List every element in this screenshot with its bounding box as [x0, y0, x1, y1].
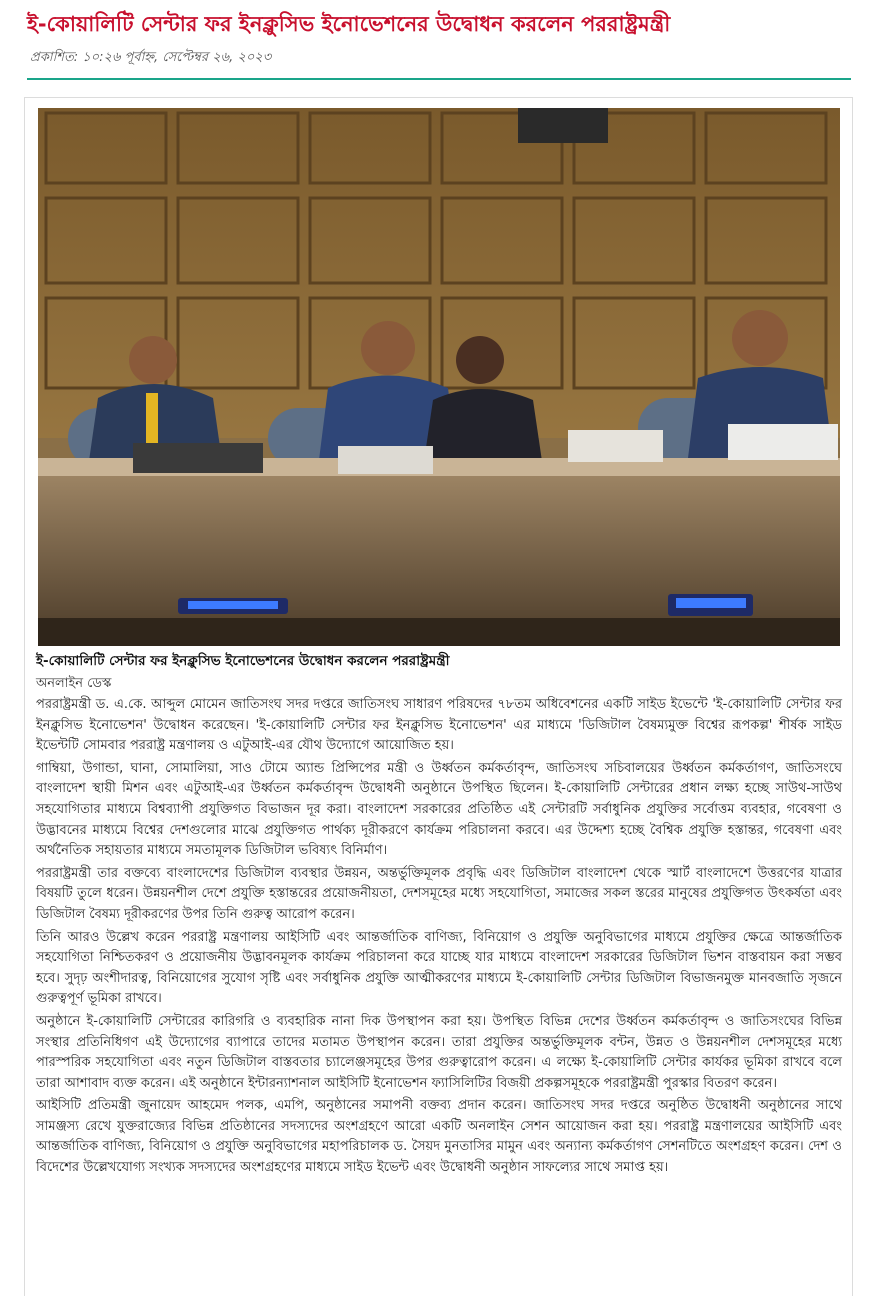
article-body [36, 695, 842, 1181]
paragraph: পররাষ্ট্রমন্ত্রী ড. এ.কে. আব্দুল মোমেন জাতিসংঘ সদর দপ্তরে জাতিসংঘ সাধারণ পরিষদের ৭৮তম অধিবেশনের একটি সাইড ইভেন্টে 'ই-কোয়ালিটি সেন্টার ফর ইনক্লুসিভ ইনোভেশন' উদ্বোধন করেছেন। 'ই-কোয়ালিটি সেন্টার ফর ইনক্লুসিভ ইনোভেশন' এর মাধ্যমে 'ডিজিটাল বৈষম্যমুক্ত বিশ্বের রূপকল্প' শীর্ষক সাইড ইভেন্টটি সোমবার পররাষ্ট্র মন্ত্রণালয় ও এটুআই-এর যৌথ উদ্যোগে আয়োজিত হয়। [36, 697, 842, 754]
header-divider [27, 78, 851, 80]
paragraph: আইসিটি প্রতিমন্ত্রী জুনায়েদ আহমেদ পলক, এমপি, অনুষ্ঠানের সমাপনী বক্তব্য প্রদান করেন। জাতিসংঘ সদর দপ্তরে অনুষ্ঠিত উদ্বোধনী অনুষ্ঠানের সাথে সামঞ্জস্য রেখে যুক্তরাজ্যের বিভিন্ন প্রতিষ্ঠানের সদস্যদের অংশগ্রহণে আরো একটি অনলাইন সেশন আয়োজন করা হয়। পররাষ্ট্র মন্ত্রণালয়ের আইসিটি এবং আন্তর্জাতিক বাণিজ্য, বিনিয়োগ ও প্রযুক্তি অনুবিভাগের মহাপরিচালক ড. সৈয়দ মুনতাসির মামুন এবং অন্যান্য কর্মকর্তাগণ সেশনটিতে অংশগ্রহণ করেন। দেশ ও বিদেশের উল্লেখযোগ্য সংখ্যক সদস্যদের অংশগ্রহণের মাধ্যমে সাইড ইভেন্ট এবং উদ্বোধনী অনুষ্ঠান সাফল্যের সাথে সমাপ্ত হয়। [36, 1098, 842, 1176]
photo-caption: ই-কোয়ালিটি সেন্টার ফর ইনক্লুসিভ ইনোভেশনের উদ্বোধন করলেন পররাষ্ট্রমন্ত্রী [36, 653, 450, 669]
article-card [24, 97, 853, 1296]
paragraph: তিনি আরও উল্লেখ করেন পররাষ্ট্র মন্ত্রণালয় আইসিটি এবং আন্তর্জাতিক বাণিজ্য, বিনিয়োগ ও প্রযুক্তি অনুবিভাগের মাধ্যমে প্রযুক্তির ক্ষেত্রে আন্তর্জাতিক সহযোগিতা নিশ্চিতকরণ ও প্রয়োজনীয় উদ্ভাবনমূলক কার্যক্রম পরিচালনা করে যাচ্ছে যার মাধ্যমে বাংলাদেশ সরকারের ডিজিটাল ভিশন বাস্তবায়ন করা সম্ভব হবে। সুদৃঢ় অংশীদারত্ব, বিনিয়োগের সুযোগ সৃষ্টি এবং সর্বাধুনিক প্রযুক্তি আত্মীকরণের মাধ্যমে ই-কোয়ালিটি সেন্টার ডিজিটাল বিভাজনমুক্ত মানবজাতি সৃজনে গুরুত্বপূর্ণ ভূমিকা রাখবে। [36, 929, 842, 1007]
paragraph: পররাষ্ট্রমন্ত্রী তার বক্তব্যে বাংলাদেশের ডিজিটাল ব্যবস্থার উন্নয়ন, অন্তর্ভুক্তিমূলক প্রবৃদ্ধি এবং ডিজিটাল বাংলাদেশ থেকে স্মার্ট বাংলাদেশে উত্তরণের যাত্রার বিষয়টি তুলে ধরেন। উন্নয়নশীল দেশে প্রযুক্তি হস্তান্তরের প্রয়োজনীয়তা, দেশসমূহের মধ্যে সহযোগিতা, সমাজের সকল স্তরের মানুষের প্রযুক্তিগত উৎকর্ষতা এবং ডিজিটাল বৈষম্য দূরীকরণের উপর তিনি গুরুত্ব আরোপ করেন। [36, 865, 842, 922]
desk-byline: অনলাইন ডেস্ক [36, 676, 112, 691]
published-date: প্রকাশিত: ১০:২৬ পূর্বাহ্ন, সেপ্টেম্বর ২৬, ২০২৩ [30, 50, 272, 65]
article-photo [38, 108, 840, 646]
paragraph: গাম্বিয়া, উগান্ডা, ঘানা, সোমালিয়া, সাও টোমে অ্যান্ড প্রিন্সিপের মন্ত্রী ও উর্ধ্বতন কর্মকর্তাবৃন্দ, জাতিসংঘ সচিবালয়ের উর্ধ্বতন কর্মকর্তাগণ, জাতিসংঘে বাংলাদেশ স্থায়ী মিশন এবং এটুআই-এর উর্ধ্বতন কর্মকর্তাবৃন্দ উদ্বোধনী অনুষ্ঠানে উপস্থিত ছিলেন। ই-কোয়ালিটি সেন্টারের প্রধান লক্ষ্য হচ্ছে সাউথ-সাউথ সহযোগিতার মাধ্যমে বিশ্বব্যাপী প্রযুক্তিগত বিভাজন দূর করা। বাংলাদেশ সরকারের প্রতিষ্ঠিত এই সেন্টারটি সর্বাধুনিক প্রযুক্তির সর্বোত্তম ব্যবহার, গবেষণা ও উদ্ভাবনের মাধ্যমে বিশ্বের দেশগুলোর মাঝে প্রযুক্তিগত পার্থক্য দূরীকরণে কার্যক্রম পরিচালনা করবে। এর উদ্দেশ্য হচ্ছে বৈশ্বিক প্রযুক্তি হস্তান্তর, গবেষণা এবং অর্থনৈতিক সহায়তার মাধ্যমে সমতামূলক ডিজিটাল ভবিষ্যৎ বিনির্মাণ। [36, 760, 842, 859]
paragraph: অনুষ্ঠানে ই-কোয়ালিটি সেন্টারের কারিগরি ও ব্যবহারিক নানা দিক উপস্থাপন করা হয়। উপস্থিত বিভিন্ন দেশের উর্ধ্বতন কর্মকর্তাবৃন্দ ও জাতিসংঘের বিভিন্ন সংস্থার প্রতিনিধিগণ এই উদ্যোগের ব্যাপারে তাদের মতামত উপস্থাপন করেন। তারা প্রযুক্তির অন্তর্ভুক্তিমূলক বন্টন, উন্নত ও উন্নয়নশীল দেশসমূহের মধ্যে পারস্পরিক সহযোগিতা এবং নতুন ডিজিটাল বাস্তবতার চ্যালেঞ্জসমূহের উপর গুরুত্বারোপ করেন। এ লক্ষ্যে ই-কোয়ালিটি সেন্টার কার্যকর ভূমিকা রাখবে বলে তারা আশাবাদ ব্যক্ত করেন। এই অনুষ্ঠানে ইন্টারন্যাশনাল আইসিটি ইনোভেশন ফ্যাসিলিটির বিজয়ী প্রকল্পসমূহকে পররাষ্ট্রমন্ত্রী পুরস্কার বিতরণ করেন। [36, 1013, 842, 1091]
article-headline: ই-কোয়ালিটি সেন্টার ফর ইনক্লুসিভ ইনোভেশনের উদ্বোধন করলেন পররাষ্ট্রমন্ত্রী [27, 12, 671, 36]
